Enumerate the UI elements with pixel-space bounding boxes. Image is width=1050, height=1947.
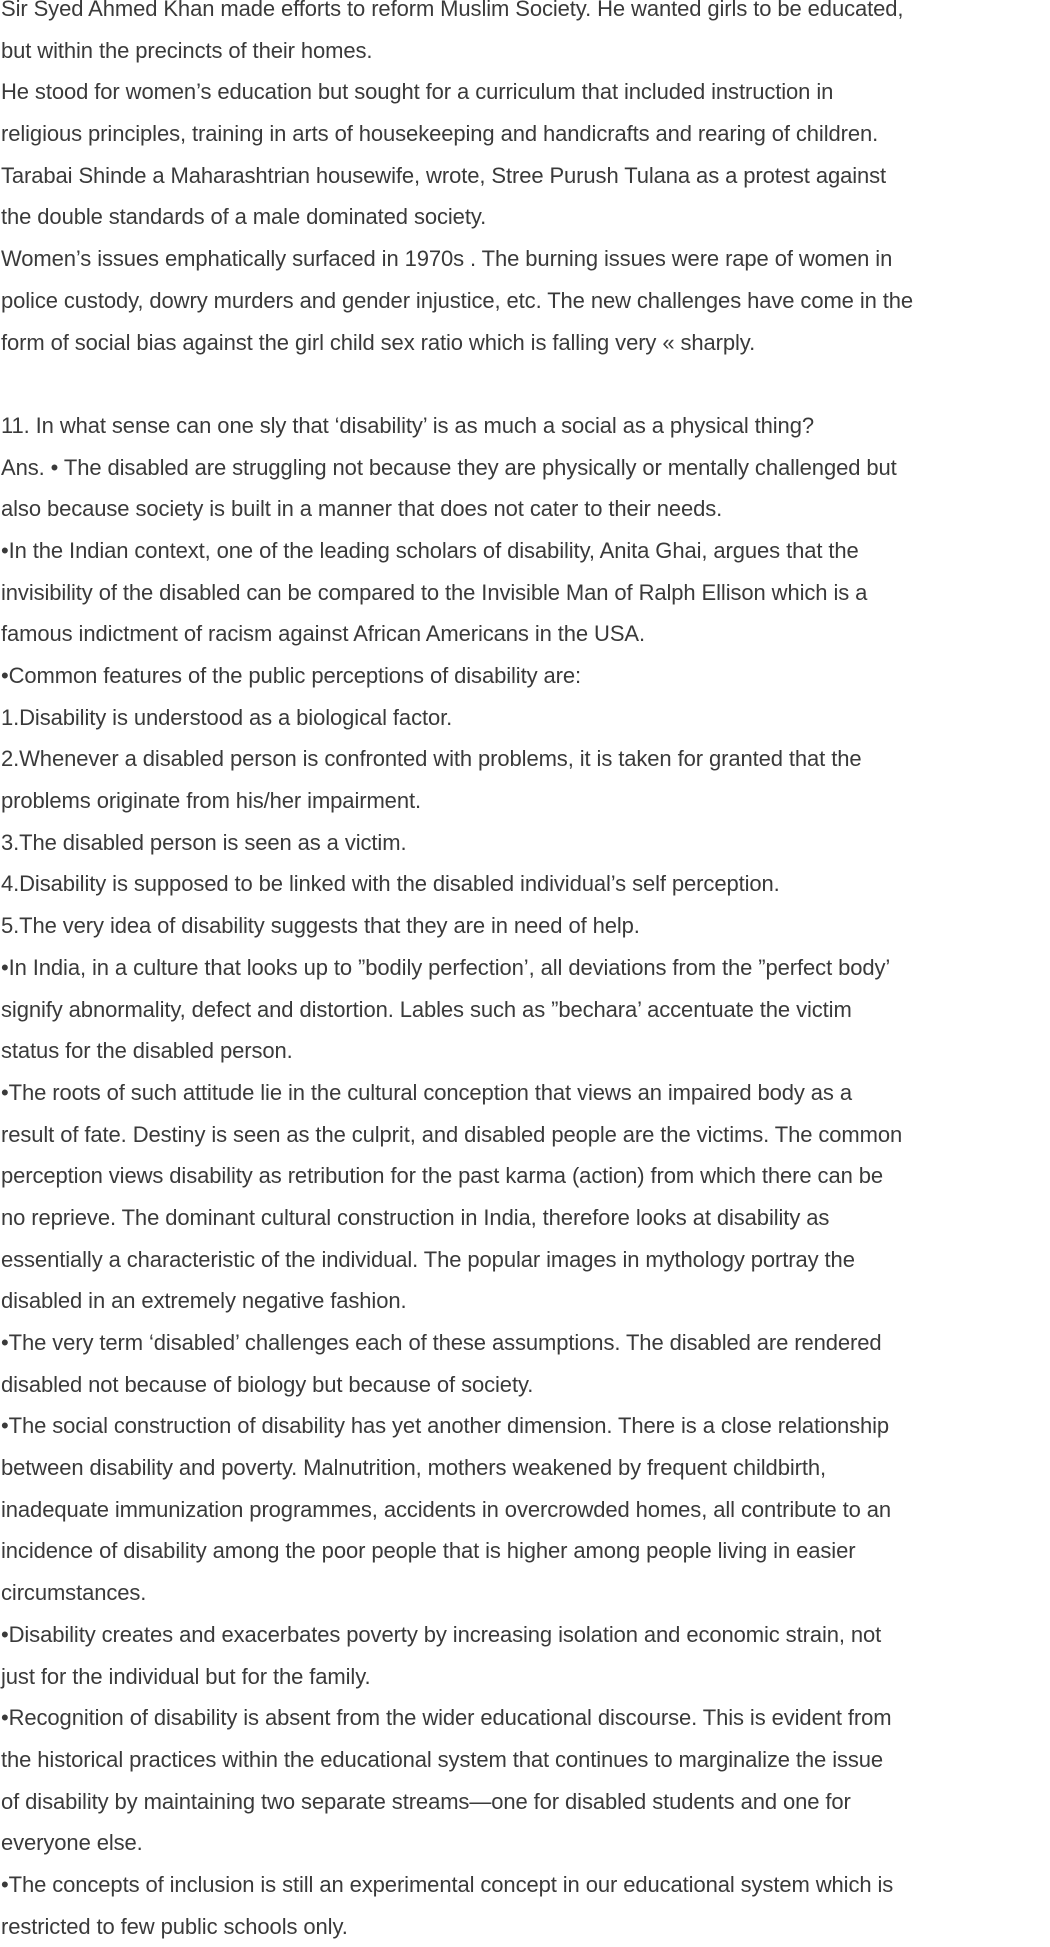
- text-line: between disability and poverty. Malnutrition, mothers weakened by frequent childbirth,: [1, 1455, 827, 1481]
- text-line: invisibility of the disabled can be compared to the Invisible Man of Ralph Ellison which is a: [1, 579, 868, 605]
- text-line: of disability by maintaining two separate streams—one for disabled students and one for: [1, 1788, 851, 1814]
- text-line: everyone else.: [1, 1830, 143, 1856]
- text-line: •In the Indian context, one of the leading scholars of disability, Anita Ghai, argues that the: [1, 537, 859, 563]
- text-line: result of fate. Destiny is seen as the culprit, and disabled people are the victims. The common: [1, 1121, 903, 1147]
- text-line: •Common features of the public perceptions of disability are:: [1, 663, 582, 688]
- text-line: police custody, dowry murders and gender injustice, etc. The new challenges have come in the: [1, 287, 914, 313]
- text-line: the historical practices within the educational system that continues to marginalize the issue: [1, 1746, 884, 1772]
- text-line: problems originate from his/her impairment.: [1, 788, 421, 814]
- text-line: perception views disability as retribution for the past karma (action) from which there can be: [1, 1163, 884, 1189]
- text-line: form of social bias against the girl child sex ratio which is falling very « sharply.: [1, 329, 756, 355]
- text-line: also because society is built in a manner that does not cater to their needs.: [1, 496, 723, 522]
- question-heading: 11. In what sense can one sly that ‘disability’ is as much a social as a physical thing?: [1, 412, 814, 438]
- text-line: circumstances.: [1, 1580, 147, 1606]
- text-line: •The social construction of disability has yet another dimension. There is a close relationship: [1, 1413, 890, 1439]
- text-line: •In India, in a culture that looks up to ”bodily perfection’, all deviations from the ”perfect body’: [1, 954, 891, 980]
- list-item: 2.Whenever a disabled person is confronted with problems, it is taken for granted that the: [1, 746, 862, 772]
- intro-section: [1, 0, 1050, 363]
- text-line: essentially a characteristic of the individual. The popular images in mythology portray the: [1, 1246, 855, 1272]
- text-line: disabled in an extremely negative fashion.: [1, 1288, 407, 1314]
- text-line: restricted to few public schools only.: [1, 1913, 348, 1939]
- text-line: •The concepts of inclusion is still an experimental concept in our educational system which is: [1, 1871, 894, 1897]
- text-line: famous indictment of racism against African Americans in the USA.: [1, 621, 646, 647]
- text-line: Tarabai Shinde a Maharashtrian housewife, wrote, Stree Purush Tulana as a protest against: [1, 162, 887, 188]
- list-item: 1.Disability is understood as a biological factor.: [1, 704, 453, 730]
- list-item: 4.Disability is supposed to be linked with the disabled individual’s self perception.: [1, 871, 780, 897]
- text-line: •Disability creates and exacerbates poverty by increasing isolation and economic strain, not: [1, 1621, 882, 1647]
- paragraph-gap: [1, 363, 1050, 405]
- text-line: •Recognition of disability is absent from the wider educational discourse. This is evident from: [1, 1705, 892, 1731]
- text-line: status for the disabled person.: [1, 1038, 293, 1064]
- text-line: He stood for women’s education but sought for a curriculum that included instruction in: [1, 79, 834, 105]
- text-line: the double standards of a male dominated society.: [1, 204, 487, 230]
- text-line: no reprieve. The dominant cultural construction in India, therefore looks at disability as: [1, 1204, 830, 1230]
- text-line: •The roots of such attitude lie in the cultural conception that views an impaired body as a: [1, 1079, 852, 1105]
- list-item: 5.The very idea of disability suggests that they are in need of help.: [1, 913, 640, 939]
- text-line: inadequate immunization programmes, accidents in overcrowded homes, all contribute to an: [1, 1496, 892, 1522]
- text-line: Sir Syed Ahmed Khan made efforts to reform Muslim Society. He wanted girls to be educated,: [1, 0, 904, 21]
- text-line: Women’s issues emphatically surfaced in 1970s . The burning issues were rape of women in: [1, 246, 893, 272]
- text-line: religious principles, training in arts of housekeeping and handicrafts and rearing of children.: [1, 121, 879, 147]
- text-line: just for the individual but for the family.: [1, 1663, 371, 1689]
- text-line: incidence of disability among the poor people that is higher among people living in easier: [1, 1538, 856, 1564]
- text-line: signify abnormality, defect and distortion. Lables such as ”bechara’ accentuate the victim: [1, 996, 852, 1022]
- question-section: [1, 405, 1050, 1947]
- list-item: 3.The disabled person is seen as a victim.: [1, 829, 407, 855]
- text-line: but within the precincts of their homes.: [1, 37, 373, 63]
- text-line: Ans. • The disabled are struggling not because they are physically or mentally challenged but: [1, 454, 897, 480]
- text-line: disabled not because of biology but because of society.: [1, 1371, 534, 1397]
- text-line: •The very term ‘disabled’ challenges each of these assumptions. The disabled are rendered: [1, 1330, 882, 1355]
